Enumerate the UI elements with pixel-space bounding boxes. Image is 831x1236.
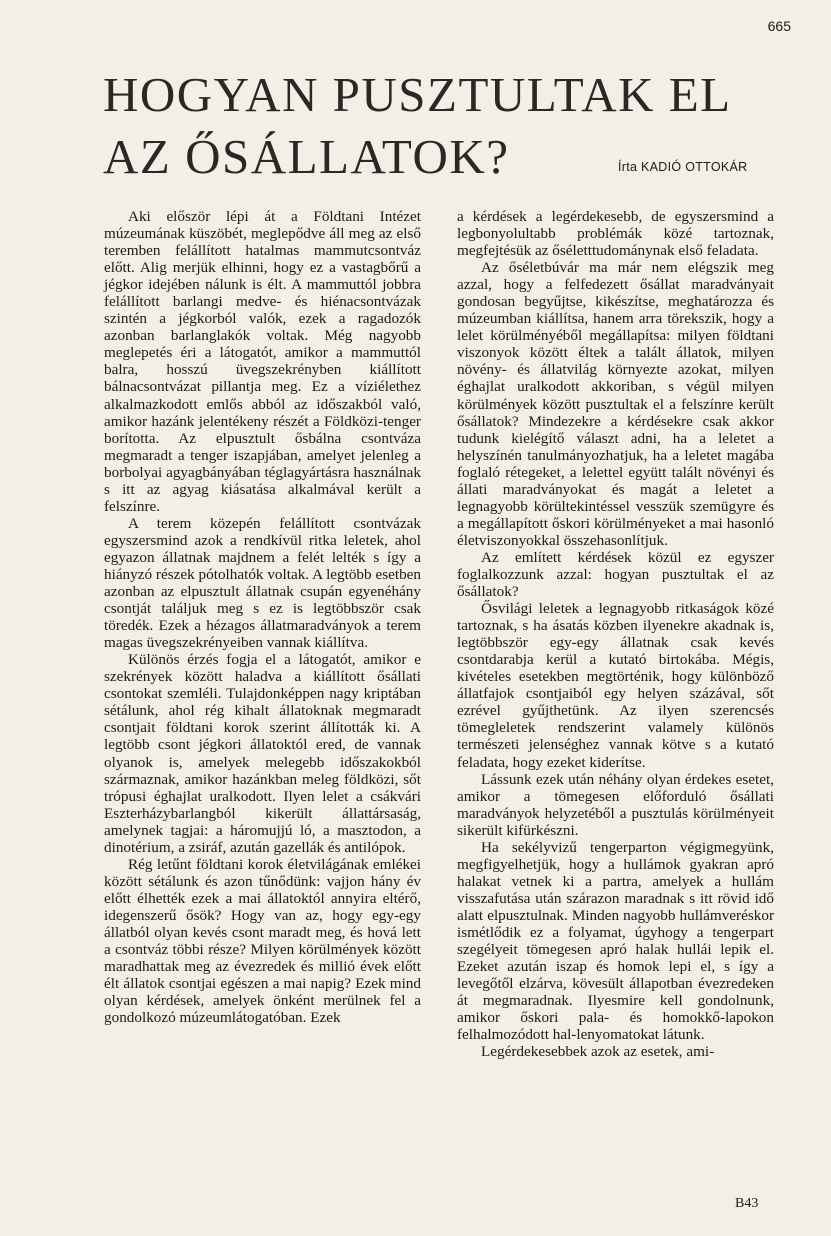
paragraph: A terem közepén felállított csontvázak egyszersmind azok a rendkívül ritka leletek, ahol egyazon állatnak majdnem a felét lelték s így a hiányzó részek pótolhatók voltak. A legtöbb esetben azonban az elpusztult állatnak csupán egyenéhány csontját találjuk meg s ez is legtöbbször csak töredék. Ezek a hézagos állatmaradványok a terem magas üvegszekrényeiben vannak kiállítva. <box>104 514 421 652</box>
right-column <box>457 208 774 1060</box>
paragraph: Ősvilági leletek a legnagyobb ritkaságok közé tartoznak, s ha ásatás közben ilyenekre akadnak is, legtöbbször egy-egy állatnak csak kevés csontdarabja kerül a kutató birtokába. Mégis, kivételes esetekben megtörténik, hogy különböző állatfajok csontjaiból egy helyen százával, sőt ezrével gyűjthetünk. Az ilyen szerencsés tömegleletek rendszerint valamely különös természeti jelenséghez vannak kötve s a kutató feladata, hogy ezeket kiderítse. <box>457 600 774 771</box>
author-byline: Írta KADIÓ OTTOKÁR <box>618 160 748 174</box>
paragraph: Rég letűnt földtani korok életvilágának emlékei között sétálunk és azon tűnődünk: vajjon hány év előtt élhették ezek a mai állatoktól annyira eltérő, idegenszerű ősök? Hogy van az, hogy egy-egy állatból olyan kevés csont maradt meg, és hová lett a csontváz többi része? Milyen körülmények között maradhattak meg az évezredek és millió évek előtt élt állatok csontjai egészen a mai napig? Ezek mind olyan kérdések, amelyek önként merülnek fel a gondolkozó múzeumlátogatóban. Ezek <box>104 855 421 1027</box>
page-number: 665 <box>767 18 791 34</box>
paragraph: Lássunk ezek után néhány olyan érdekes esetet, amikor a tömegesen előforduló ősállati maradványok helyzetéből a pusztulás körülményeit sikerült kifürkészni. <box>457 770 774 839</box>
left-column <box>104 208 421 1026</box>
title-line-2: AZ ŐSÁLLATOK? <box>103 129 510 184</box>
paragraph: Ha sekélyvizű tengerparton végigmegyünk, megfigyelhetjük, hogy a hullámok gyakran apró halakat vetnek ki a partra, amelyek a hullám visszafutása után szárazon maradnak s itt rövid idő alatt elpusztulnak. Minden nagyobb hullámveréskor ismétlődik ez a folyamat, úgyhogy a tengerpart szegélyeit tömegesen apró halak hullái lepik el. Ezeket azután iszap és homok lepi el, s így a levegőtől elzárva, kövesült állapotban évezredeken át megmaradnak. Ilyesmire kell gondolnunk, amikor őskori pala- és homokkő-lapokon felhalmozódott hal-lenyomatokat látunk. <box>457 838 774 1044</box>
paragraph: a kérdések a legérdekesebb, de egyszersmind a legbonyolultabb problémák közé tartoznak, megfejtésük az őséletttudománynak első feladata. <box>457 208 774 260</box>
paragraph: Aki először lépi át a Földtani Intézet múzeumának küszöbét, meglepődve áll meg az első teremben felállított hatalmas mammutcsontváz előtt. Alig merjük elhinni, hogy ez a vastagbőrű a jégkor idejében nálunk is élt. A mammuttól jobbra felállított barlangi medve- és hiénacsontvázak szintén a jégkorból valók, ezek a ragadozók azonban barlanglakók voltak. Még nagyobb meglepetés éri a látogatót, amikor a mammuttól balra, hosszú üvegszekrényben kiállított bálnacsontvázat pillantja meg. Ez a víziélethez alkalmazkodott emlős abból az időszakból való, amikor hazánk jelentékeny részét a Földközi-tenger borította. Az elpusztult ősbálna csontváza megmaradt a tenger iszapjában, amelyet jelenleg a borbolyai agyagbányában téglagyártásra használnak s itt az agyag kiásatása alkalmával került a felszínre. <box>104 208 421 515</box>
paragraph: Különös érzés fogja el a látogatót, amikor e szekrények között haladva a kiállított ősállati csontokat szemléli. Tulajdonképpen nagy kriptában sétálunk, ahol rég kihalt állatoknak megmaradt csontjait földtani korok szerint állították ki. A legtöbb csont jégkori állatoktól ered, de vannak olyanok is, amelyek melegebb időszakokból származnak, amikor hazánkban meleg földközi, sőt trópusi éghajlat uralkodott. Ilyen lelet a csákvári Eszterházybarlangból kikerült állattársaság, amelynek tagjai: a háromujjú ló, a masztodon, a dinotérium, a zsiráf, azután gazellák és antilópok. <box>104 651 421 856</box>
printer-signature: B43 <box>735 1196 759 1211</box>
paragraph: Az említett kérdések közül ez egyszer foglalkozzunk azzal: hogyan pusztultak el az ősállatok? <box>457 548 774 601</box>
title-line-1: HOGYAN PUSZTULTAK EL <box>103 67 732 122</box>
paragraph: Az őséletbúvár ma már nem elégszik meg azzal, hogy a felfedezett ősállat maradványait gondosan begyűjtse, kikészítse, meghatározza és múzeumban kiállítsa, hanem arra törekszik, hogy a lelet körülményéből megállapítsa: milyen földtani viszonyok között éltek a talált állatok, milyen növény- és állatvilág környezte azokat, milyen éghajlat uralkodott akkoriban, s végül milyen körülmények között pusztultak el a felszínre került ősállatok? Mindezekre a kérdésekre csak akkor tudunk kielégítő választ adni, ha a leletet a helyszínén tanulmányozhatjuk, ha a leletet magába foglaló rétegeket, a lelettel együtt talált növényi és állati maradványokat és magát a leletet a legnagyobb körültekintéssel vesszük szemügyre és a megállapított őskori körülményeket a mai hasonló életviszonyokkal összehasonlítjuk. <box>457 259 774 549</box>
paragraph: Legérdekesebbek azok az esetek, ami- <box>481 1043 715 1061</box>
